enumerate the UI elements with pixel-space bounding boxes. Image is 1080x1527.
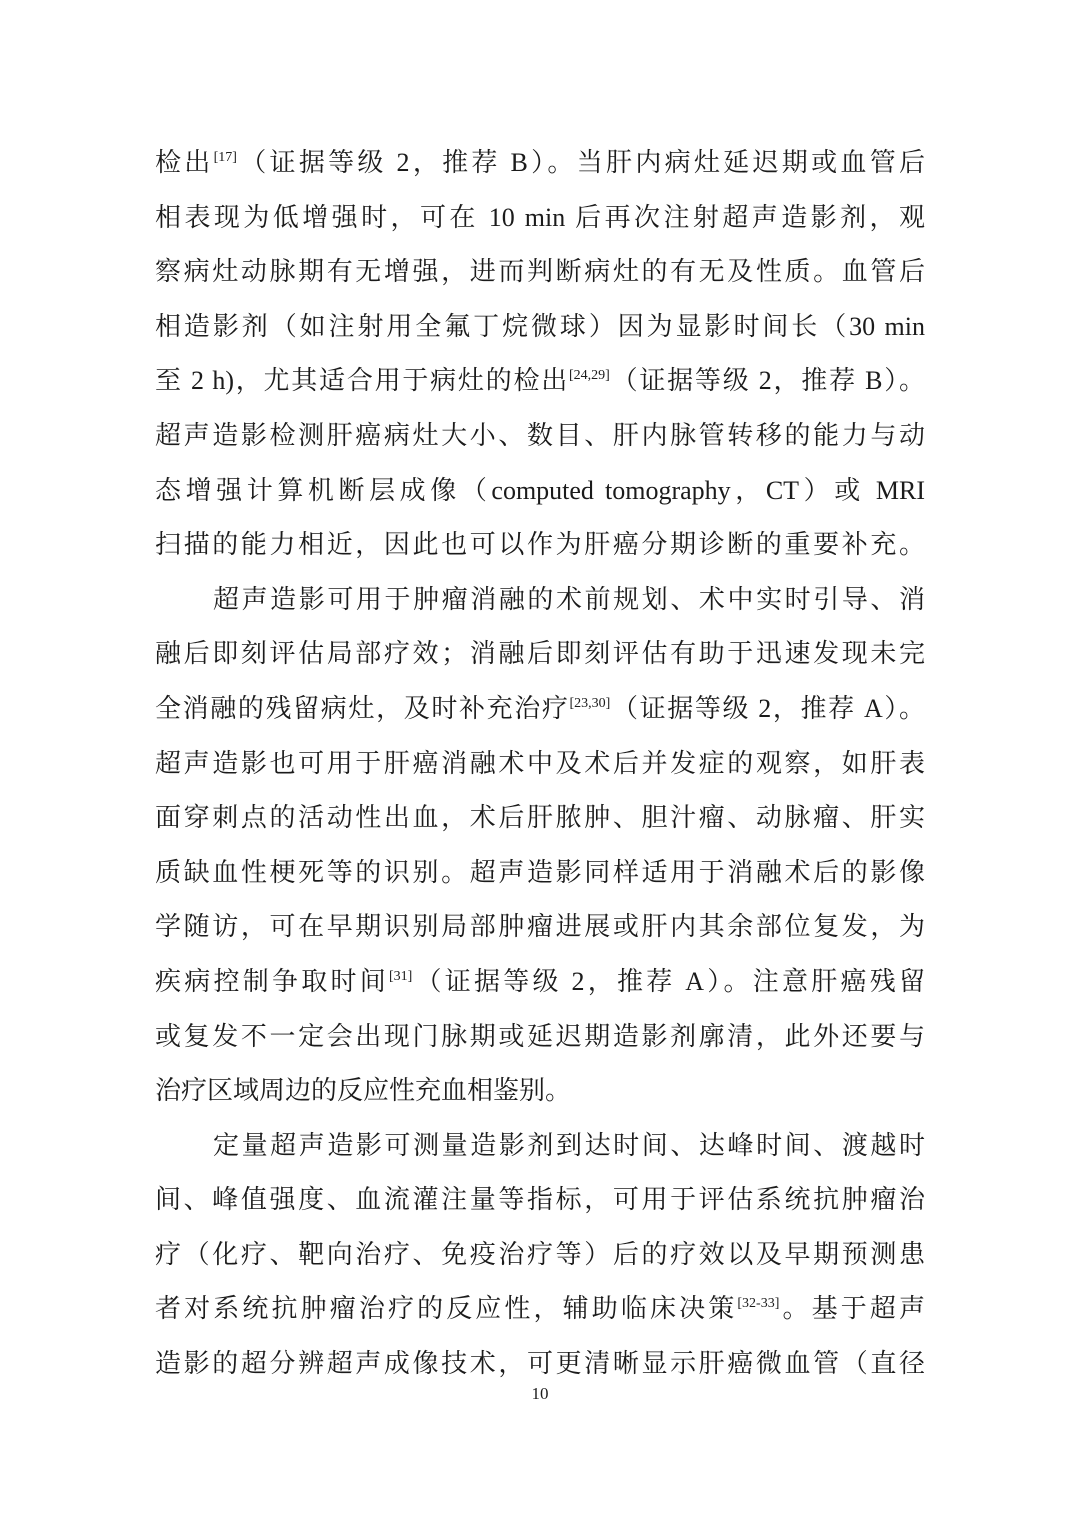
line-text: 检出 [155, 148, 214, 177]
text-line: 面穿刺点的活动性出血，术后肝脓肿、胆汁瘤、动脉瘤、肝实 [155, 803, 925, 833]
citation-ref: [32-33] [737, 1296, 780, 1312]
text-line [155, 136, 925, 191]
citation-ref: [23,30] [569, 695, 611, 711]
text-line: 相造影剂（如注射用全氟丁烷微球）因为显影时间长（30 min [155, 311, 925, 341]
text-line: 超声造影检测肝癌病灶大小、数目、肝内脉管转移的能力与动 [155, 420, 925, 450]
line-text: （证据等级 2，推荐 A）。注意肝癌残留 [412, 966, 925, 996]
text-line: 超声造影也可用于肝癌消融术中及术后并发症的观察，如肝表 [155, 748, 925, 778]
text-line: 察病灶动脉期有无增强，进而判断病灶的有无及性质。血管后 [155, 257, 925, 287]
text-line: 超声造影可用于肿瘤消融的术前规划、术中实时引导、消 [213, 584, 925, 614]
text-line: 态增强计算机断层成像（computed tomography，CT）或 MRI [155, 475, 925, 505]
line-text: 全消融的残留病灶，及时补充治疗 [155, 693, 570, 723]
text-line: 学随访，可在早期识别局部肿瘤进展或肝内其余部位复发，为 [155, 912, 925, 942]
line-text: 疾病控制争取时间 [155, 966, 389, 996]
citation-ref: [31] [388, 968, 413, 984]
text-line: 造影的超分辨超声成像技术，可更清晰显示肝癌微血管（直径 [155, 1349, 925, 1379]
page-number: 10 [531, 1384, 549, 1403]
document-body [155, 136, 925, 1392]
line-text: 。基于超声 [779, 1294, 925, 1324]
text-line: 相表现为低增强时，可在 10 min 后再次注射超声造影剂，观 [155, 202, 925, 232]
text-line: 或复发不一定会出现门脉期或延迟期造影剂廓清，此外还要与 [155, 1021, 925, 1051]
text-line: 定量超声造影可测量造影剂到达时间、达峰时间、渡越时 [213, 1130, 925, 1160]
paragraph [155, 1119, 925, 1392]
citation-ref: [24,29] [569, 368, 610, 384]
citation-ref: [17] [213, 150, 237, 165]
line-text: （证据等级 2，推荐 A）。 [610, 693, 925, 723]
text-line: 疗（化疗、靶向治疗、免疫治疗等）后的疗效以及早期预测患 [155, 1239, 925, 1269]
paragraph [155, 136, 925, 573]
text-line [155, 1282, 925, 1337]
line-text: 至 2 h)，尤其适合用于病灶的检出 [155, 366, 570, 396]
text-line: 治疗区域周边的反应性充血相鉴别。 [155, 1076, 572, 1106]
text-line [155, 682, 925, 737]
line-text: （证据等级 2，推荐 B）。当肝内病灶延迟期或血管后 [236, 148, 925, 177]
paragraph [155, 573, 925, 1119]
line-text: （证据等级 2，推荐 B）。 [609, 366, 925, 396]
text-line: 间、峰值强度、血流灌注量等指标，可用于评估系统抗肿瘤治 [155, 1185, 925, 1215]
text-line: 扫描的能力相近，因此也可以作为肝癌分期诊断的重要补充。 [155, 530, 925, 560]
text-line: 质缺血性梗死等的识别。超声造影同样适用于消融术后的影像 [155, 857, 925, 887]
text-line [155, 955, 925, 1010]
text-line: 融后即刻评估局部疗效；消融后即刻评估有助于迅速发现未完 [155, 639, 925, 669]
text-line [155, 354, 925, 409]
line-text: 者对系统抗肿瘤治疗的反应性，辅助临床决策 [155, 1294, 738, 1324]
